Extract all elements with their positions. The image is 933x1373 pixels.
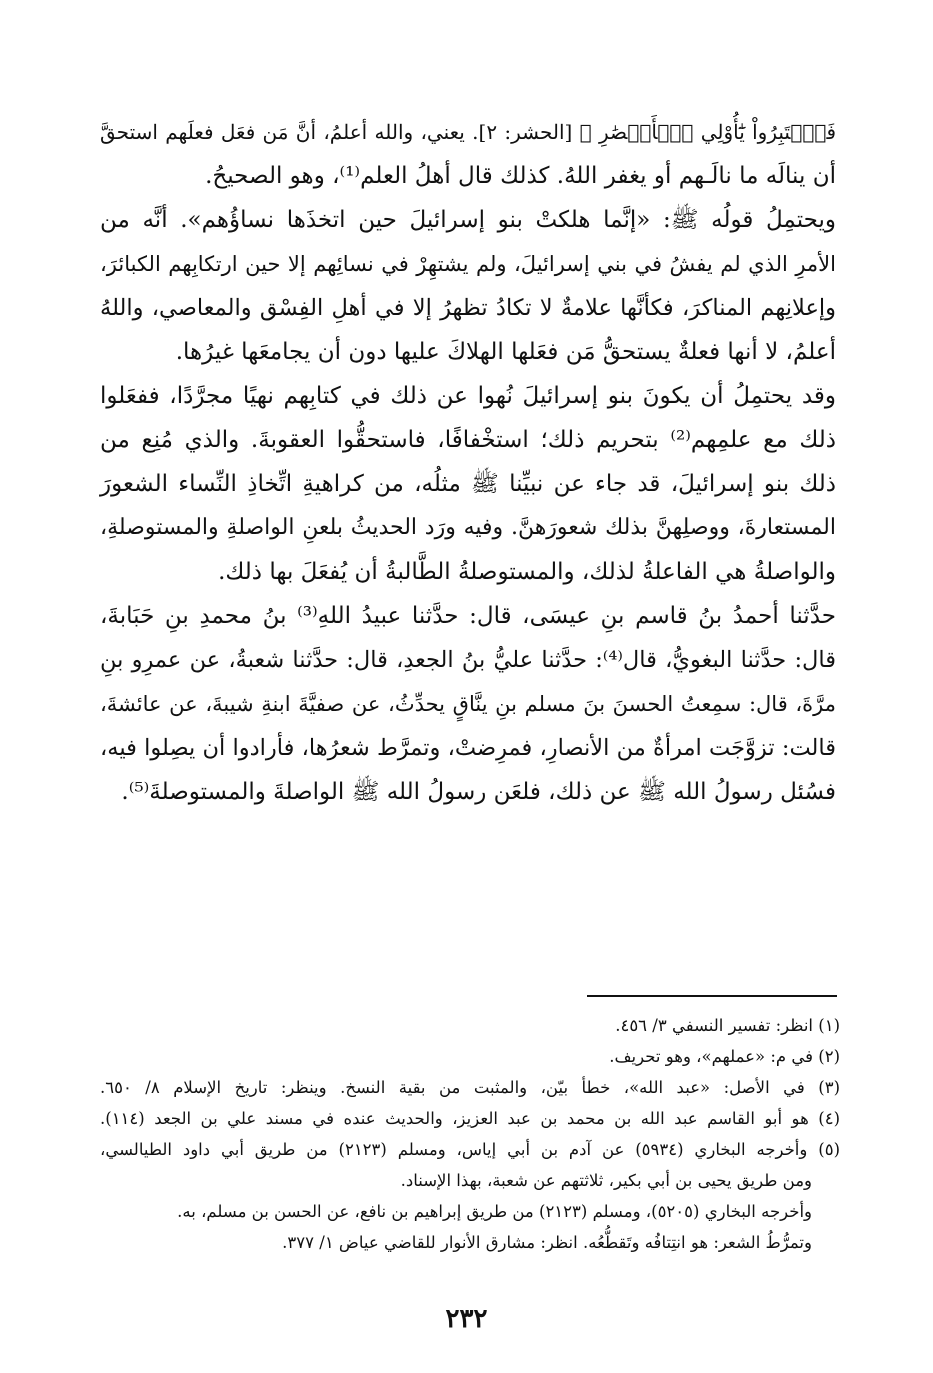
text-line: وإعلانِهم المناكرَ، فكأنَّها علامةٌ لا تكادُ تظهرُ إلا في أهلِ الفِسْق والمعاصي، واللهُ (100, 295, 836, 321)
footnote-line: (٣) في الأصل: «عبد الله»، خطأ بيّن، والمثبت من بقية النسخ. وينظر: تاريخ الإسلام ٨/ ٦٥٠. (100, 1078, 840, 1097)
text-line: ذلك بنو إسرائيلَ، قد جاء عن نبيِّنا ﷺ مثلُه، من كراهيةِ اتِّخاذِ النِّساء الشعورَ (100, 471, 836, 497)
text-line: قالت: تزوَّجَت امرأةٌ من الأنصارِ، فمرِضتْ، وتمرَّط شعرُها، فأرادوا أن يصِلوا فيه، (100, 735, 836, 761)
text-line: مرَّةَ، قال: سمِعتُ الحسنَ بنَ مسلم بنِ ينَّاقٍ يحدِّثُ، عن صفيَّةَ ابنةِ شيبةَ، عن عائشةَ، (100, 692, 836, 716)
text-line: أعلمُ، لا أنها فعلةٌ يستحقُّ مَن فعَلها الهلاكَ عليها دون أن يجامعَها غيرُها. (175, 339, 836, 365)
text-line: ويحتمِلُ قولُه ﷺ: «إنَّما هلكتْ بنو إسرائيلَ حين اتخذَها نساؤُهم». أنَّه من (100, 207, 836, 233)
footnote-line: ومن طريق يحيى بن أبي بكير، ثلاثتهم عن شعبة، بهذا الإسناد. (400, 1171, 812, 1190)
text-line: قال: حدَّثنا البغويُّ، قال⁽⁴⁾: حدَّثنا عليُّ بنُ الجعدِ، قال: حدَّثنا شعبةُ، عن عمرِو بنِ (100, 647, 836, 673)
text-line: والواصلةُ هي الفاعلةُ لذلك، والمستوصلةُ الطَّالبةُ أن يُفعَلَ بها ذلك. (218, 559, 836, 585)
main-text-block (100, 110, 836, 814)
text-line: أن ينالَه ما نالَـهم أو يغفر اللهُ. كذلك قال أهلُ العلم⁽¹⁾، وهو الصحيحُ. (205, 163, 836, 189)
footnote-line: (٥) وأخرجه البخاري (٥٩٣٤) عن آدم بن أبي إياس، ومسلم (٢١٢٣) من طريق أبي داود الطيالسي، (100, 1140, 840, 1159)
footnotes-block (100, 1010, 840, 1258)
text-line: المستعارةَ، ووصلِهنَّ بذلك شعورَهنَّ. وفيه ورَد الحديثُ بلعنِ الواصلةِ والمستوصلةِ، (100, 515, 836, 540)
footnote-line: (٤) هو أبو القاسم عبد الله بن محمد بن عبد العزيز، والحديث عنده في مسند علي بن الجعد (١١٤). (100, 1109, 840, 1128)
page-number: ٢٣٢ (445, 1304, 488, 1334)
text-line: ذلك مع علمِهم⁽²⁾ بتحريم ذلك؛ استخْفافًا، فاستحقُّوا العقوبةَ. والذي مُنِع من (100, 427, 836, 453)
footnote-line: (١) انظر: تفسير النسفي ٣/ ٤٥٦. (615, 1016, 840, 1035)
footnote-line: وأخرجه البخاري (٥٢٠٥)، ومسلم (٢١٢٣) من طريق إبراهيم بن نافع، عن الحسن بن مسلم، به. (177, 1202, 812, 1221)
text-line: فسُئل رسولُ الله ﷺ عن ذلك، فلعَن رسولُ الله ﷺ الواصلةَ والمستوصلةَ⁽⁵⁾. (121, 779, 836, 805)
footnote-divider (587, 995, 837, 997)
text-line: فَٱعۡتَبِرُواْ يَٰٓأُوْلِي ٱلۡأَبۡصَٰرِ ﴾ [الحشر: ٢]. يعني، والله أعلمُ، أنَّ مَن فعَل فعلَهم استحقَّ (100, 120, 836, 144)
text-line: الأمرِ الذي لم يفشُ في بني إسرائيلَ، ولم يشتهِرْ في نسائِهم إلا حين ارتكابِهم الكبائرَ، (100, 252, 836, 276)
text-line: وقد يحتمِلُ أن يكونَ بنو إسرائيلَ نُهوا عن ذلك في كتابِهم نهيًا مجرَّدًا، ففعَلوا (100, 383, 836, 409)
text-line: حدَّثنا أحمدُ بنُ قاسم بنِ عيسَى، قال: حدَّثنا عبيدُ اللهِ⁽³⁾ بنُ محمدِ بنِ حَبَابةَ، (100, 603, 836, 629)
footnote-line: وتمرُّطُ الشعر: هو انتِتافُه وتَقطُّعُه. انظر: مشارق الأنوار للقاضي عياض ١/ ٣٧٧. (282, 1233, 812, 1252)
footnote-line: (٢) في م: «عملهم»، وهو تحريف. (609, 1047, 840, 1066)
